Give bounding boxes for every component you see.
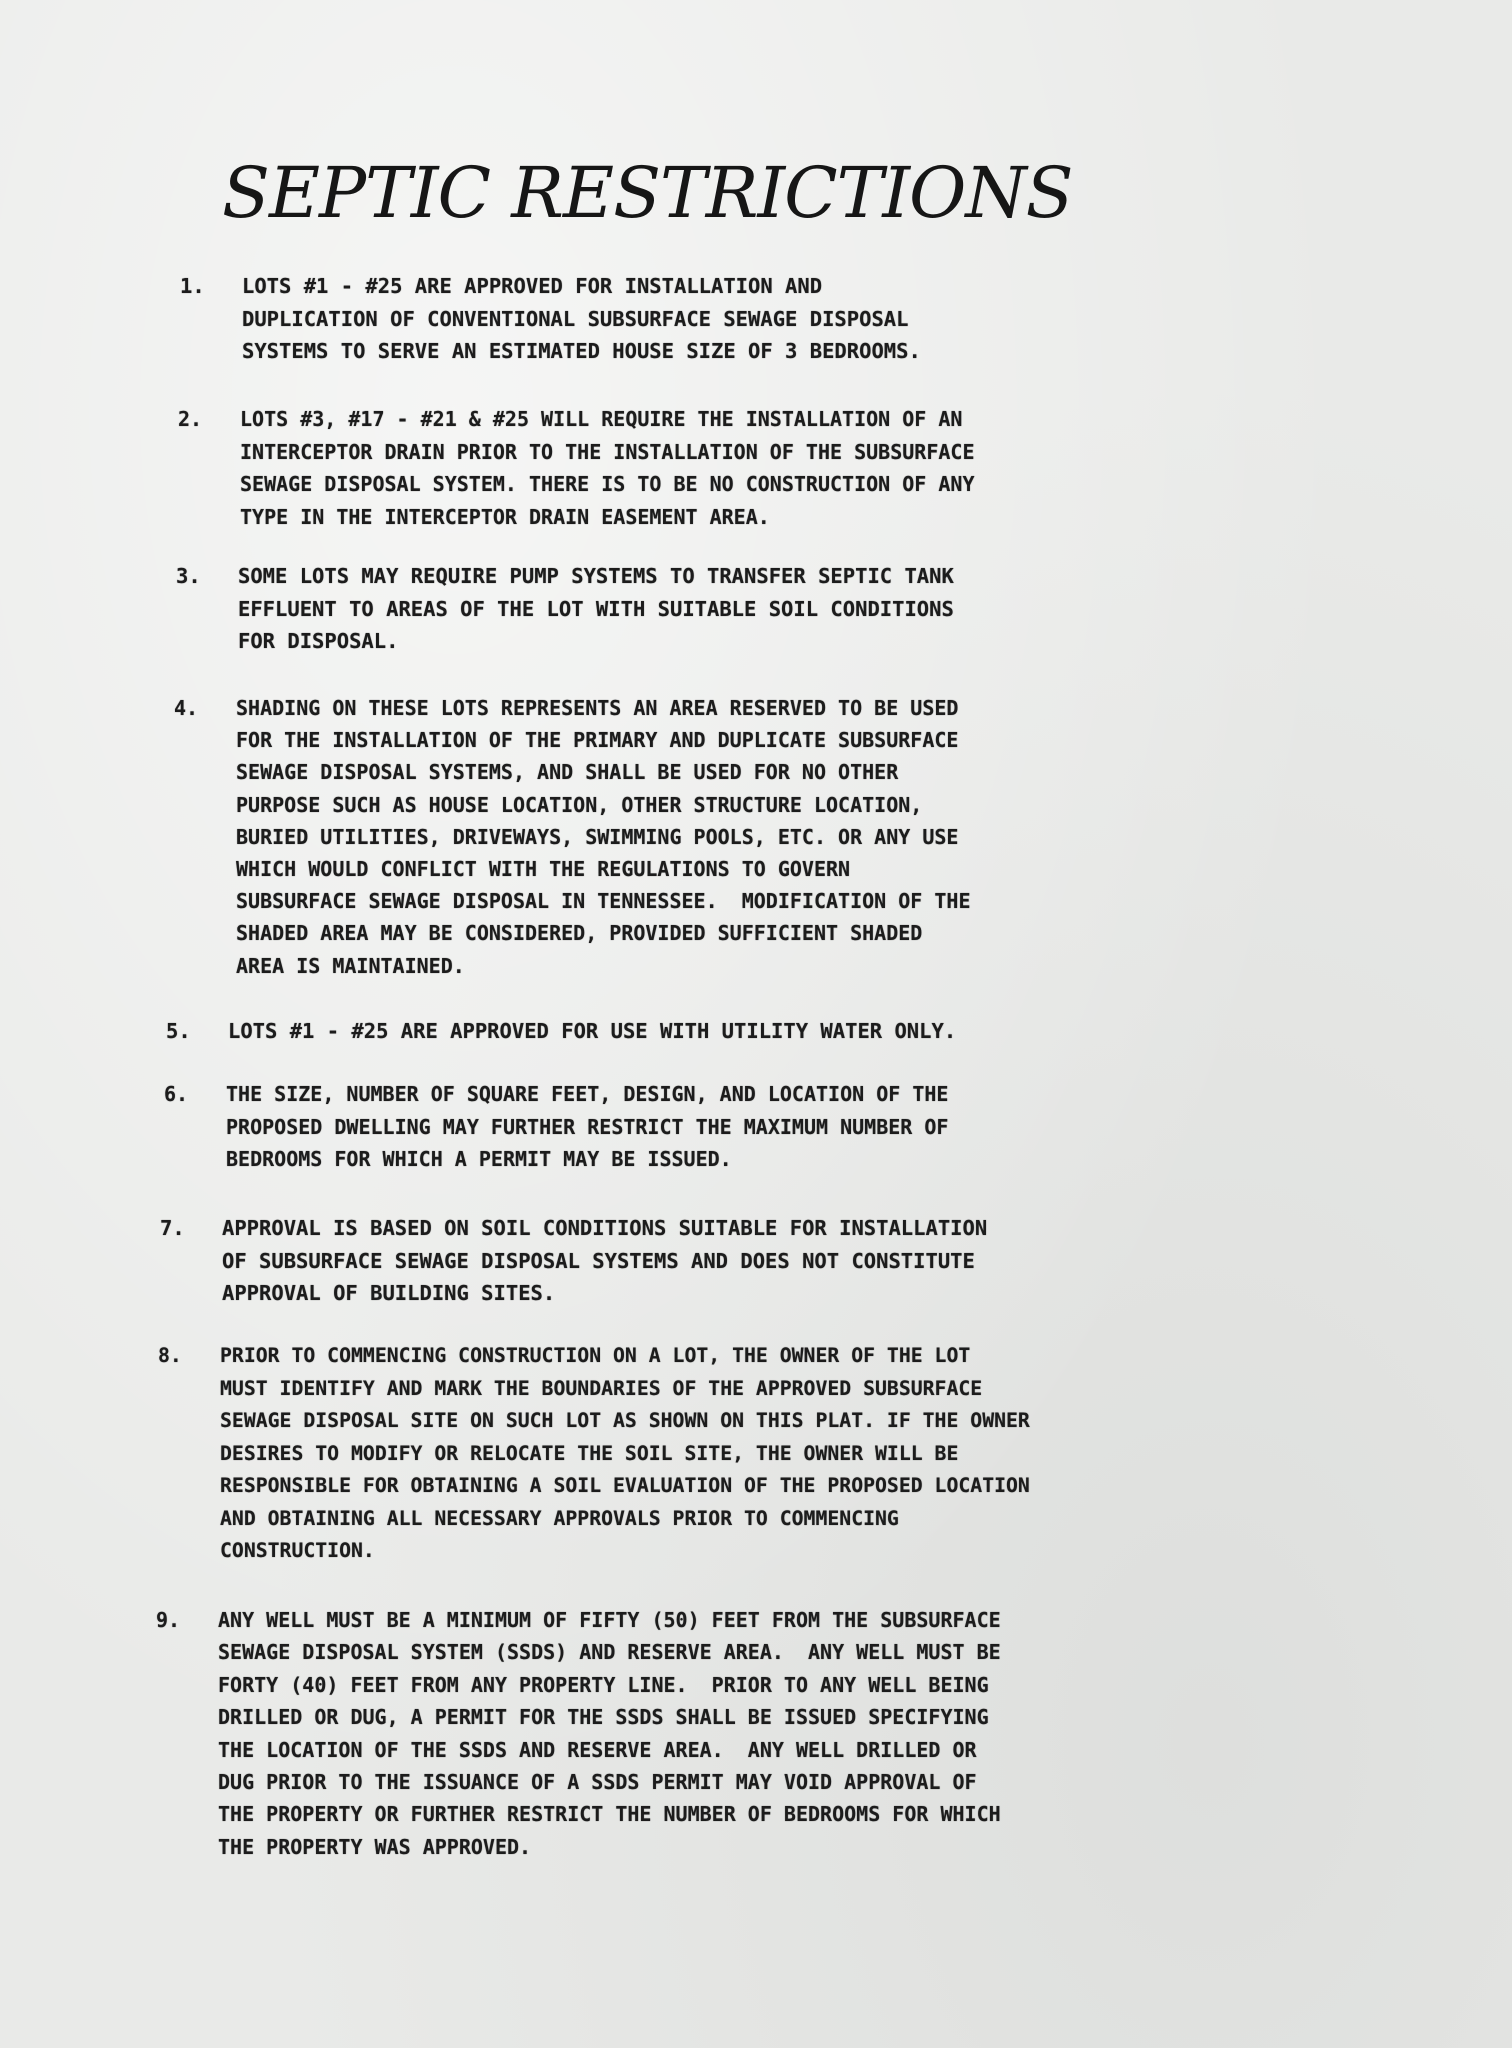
- restriction-number: 5.: [166, 1019, 191, 1043]
- restriction-line: CONSTRUCTION.: [220, 1539, 375, 1562]
- restriction-line: THE PROPERTY WAS APPROVED.: [218, 1834, 532, 1859]
- restriction-line: OF SUBSURFACE SEWAGE DISPOSAL SYSTEMS AND DOES NOT CONSTITUTE: [222, 1248, 975, 1273]
- restriction-line: SOME LOTS MAY REQUIRE PUMP SYSTEMS TO TRANSFER SEPTIC TANK: [238, 564, 954, 588]
- restriction-text: [238, 560, 954, 658]
- restriction-line: DESIRES TO MODIFY OR RELOCATE THE SOIL SITE, THE OWNER WILL BE: [220, 1441, 959, 1465]
- restriction-line: MUST IDENTIFY AND MARK THE BOUNDARIES OF THE APPROVED SUBSURFACE: [220, 1376, 983, 1400]
- restriction-text: [222, 1212, 987, 1310]
- restriction-line: APPROVAL IS BASED ON SOIL CONDITIONS SUITABLE FOR INSTALLATION: [222, 1216, 988, 1240]
- restriction-line: LOTS #1 - #25 ARE APPROVED FOR INSTALLATION AND: [242, 274, 823, 298]
- restriction-number: 3.: [176, 564, 201, 588]
- restriction-line: THE SIZE, NUMBER OF SQUARE FEET, DESIGN, AND LOCATION OF THE: [226, 1082, 949, 1106]
- restriction-text: [218, 1604, 1001, 1863]
- restriction-line: EFFLUENT TO AREAS OF THE LOT WITH SUITABLE SOIL CONDITIONS: [238, 596, 954, 621]
- restriction-line: LOTS #1 - #25 ARE APPROVED FOR USE WITH UTILITY WATER ONLY.: [228, 1019, 957, 1043]
- restriction-line: LOTS #3, #17 - #21 & #25 WILL REQUIRE THE INSTALLATION OF AN: [240, 407, 963, 431]
- restriction-number: 6.: [164, 1082, 189, 1106]
- restriction-line: AND OBTAINING ALL NECESSARY APPROVALS PRIOR TO COMMENCING: [220, 1506, 899, 1530]
- restriction-line: THE LOCATION OF THE SSDS AND RESERVE AREA. ANY WELL DRILLED OR: [218, 1737, 977, 1762]
- restriction-line: DUPLICATION OF CONVENTIONAL SUBSURFACE SEWAGE DISPOSAL: [242, 306, 909, 331]
- restriction-number: 8.: [158, 1344, 182, 1367]
- restriction-line: BURIED UTILITIES, DRIVEWAYS, SWIMMING POOLS, ETC. OR ANY USE: [236, 824, 959, 849]
- restriction-text: [220, 1340, 1030, 1568]
- restriction-text: [240, 403, 975, 533]
- restriction-line: PROPOSED DWELLING MAY FURTHER RESTRICT THE MAXIMUM NUMBER OF: [226, 1114, 949, 1139]
- restriction-line: SEWAGE DISPOSAL SYSTEMS, AND SHALL BE USED FOR NO OTHER: [236, 760, 899, 785]
- restriction-text: [226, 1078, 948, 1176]
- restriction-line: DRILLED OR DUG, A PERMIT FOR THE SSDS SHALL BE ISSUED SPECIFYING: [218, 1705, 989, 1730]
- restriction-text: [228, 1015, 956, 1048]
- restriction-line: RESPONSIBLE FOR OBTAINING A SOIL EVALUATION OF THE PROPOSED LOCATION: [220, 1474, 1030, 1497]
- restriction-line: BEDROOMS FOR WHICH A PERMIT MAY BE ISSUED.: [226, 1147, 732, 1171]
- restriction-line: AREA IS MAINTAINED.: [236, 953, 465, 978]
- restriction-number: 1.: [180, 274, 205, 298]
- restriction-number: 9.: [156, 1608, 181, 1632]
- restriction-line: APPROVAL OF BUILDING SITES.: [222, 1281, 556, 1305]
- restriction-number: 2.: [178, 407, 203, 431]
- restriction-text: [236, 692, 971, 982]
- restriction-line: SEWAGE DISPOSAL SYSTEM. THERE IS TO BE NO CONSTRUCTION OF ANY: [240, 472, 975, 496]
- restriction-line: PURPOSE SUCH AS HOUSE LOCATION, OTHER STRUCTURE LOCATION,: [236, 792, 923, 817]
- restriction-line: SHADING ON THESE LOTS REPRESENTS AN AREA RESERVED TO BE USED: [236, 696, 959, 720]
- restriction-line: FOR THE INSTALLATION OF THE PRIMARY AND DUPLICATE SUBSURFACE: [236, 728, 959, 753]
- restriction-line: SHADED AREA MAY BE CONSIDERED, PROVIDED SUFFICIENT SHADED: [236, 921, 923, 946]
- restriction-line: SYSTEMS TO SERVE AN ESTIMATED HOUSE SIZE OF 3 BEDROOMS.: [242, 339, 921, 363]
- restriction-line: TYPE IN THE INTERCEPTOR DRAIN EASEMENT AREA.: [240, 504, 770, 529]
- restriction-text: [242, 270, 921, 368]
- restriction-line: WHICH WOULD CONFLICT WITH THE REGULATIONS TO GOVERN: [236, 857, 851, 882]
- restriction-line: SEWAGE DISPOSAL SYSTEM (SSDS) AND RESERVE AREA. ANY WELL MUST BE: [218, 1640, 1001, 1665]
- restriction-line: SEWAGE DISPOSAL SITE ON SUCH LOT AS SHOWN ON THIS PLAT. IF THE OWNER: [220, 1409, 1030, 1432]
- page-title: SEPTIC RESTRICTIONS: [222, 152, 1073, 234]
- restriction-line: PRIOR TO COMMENCING CONSTRUCTION ON A LOT, THE OWNER OF THE LOT: [220, 1344, 971, 1367]
- restriction-line: THE PROPERTY OR FURTHER RESTRICT THE NUMBER OF BEDROOMS FOR WHICH: [218, 1802, 1001, 1827]
- restriction-line: SUBSURFACE SEWAGE DISPOSAL IN TENNESSEE. MODIFICATION OF THE: [236, 889, 971, 914]
- restriction-number: 7.: [160, 1216, 185, 1240]
- restriction-line: INTERCEPTOR DRAIN PRIOR TO THE INSTALLATION OF THE SUBSURFACE: [240, 439, 975, 464]
- restriction-line: FORTY (40) FEET FROM ANY PROPERTY LINE. PRIOR TO ANY WELL BEING: [218, 1672, 989, 1697]
- restriction-number: 4.: [174, 696, 199, 720]
- restriction-line: DUG PRIOR TO THE ISSUANCE OF A SSDS PERMIT MAY VOID APPROVAL OF: [218, 1770, 977, 1795]
- restriction-line: ANY WELL MUST BE A MINIMUM OF FIFTY (50) FEET FROM THE SUBSURFACE: [218, 1608, 1001, 1632]
- restriction-line: FOR DISPOSAL.: [238, 629, 399, 653]
